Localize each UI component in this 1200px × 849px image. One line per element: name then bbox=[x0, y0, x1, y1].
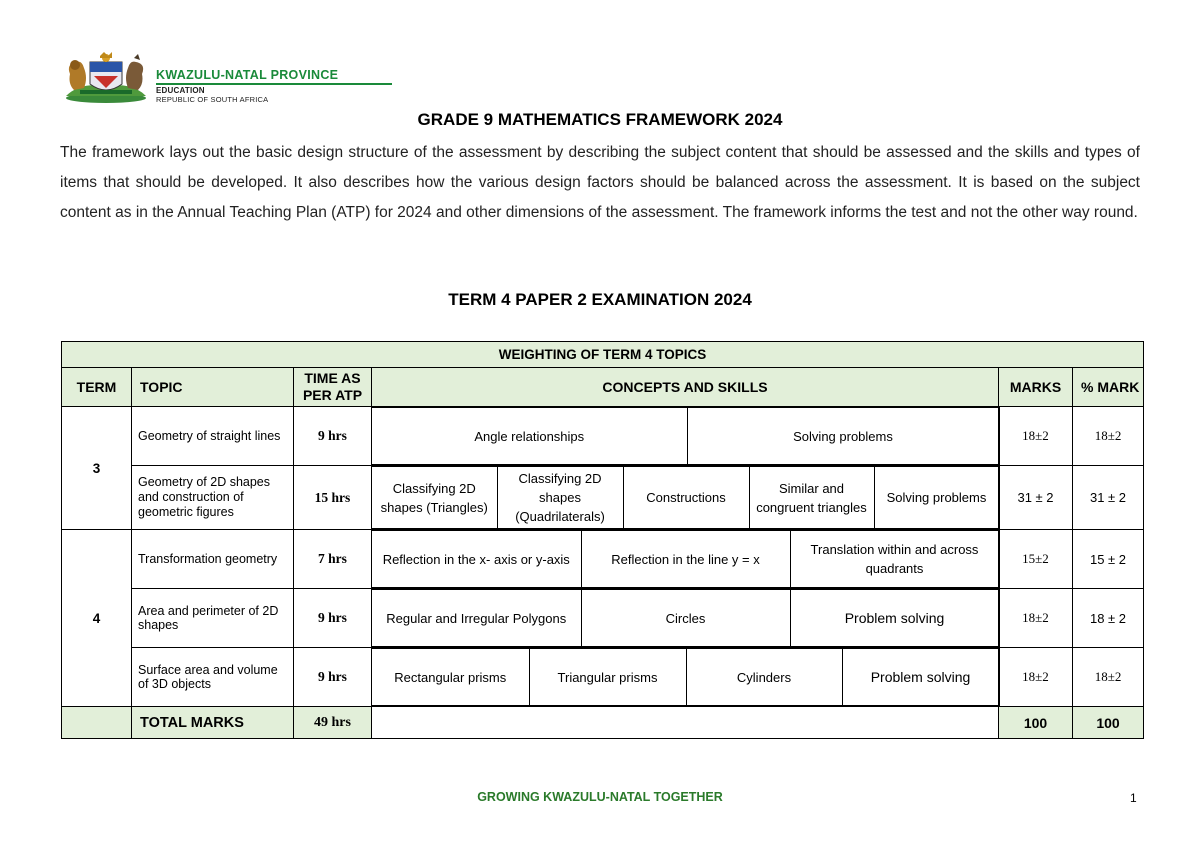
concept-cell: Cylinders bbox=[686, 649, 842, 706]
concept-cell: Problem solving bbox=[842, 649, 999, 706]
total-concepts-cell bbox=[372, 707, 999, 739]
document-title: GRADE 9 MATHEMATICS FRAMEWORK 2024 bbox=[417, 110, 783, 129]
total-percent: 100 bbox=[1073, 707, 1144, 739]
term-cell: 3 bbox=[62, 407, 132, 530]
topic-cell: Transformation geometry bbox=[132, 530, 294, 589]
term-cell: 4 bbox=[62, 530, 132, 707]
concept-cell: Constructions bbox=[623, 467, 749, 529]
concept-cell: Solving problems bbox=[687, 408, 999, 465]
table-caption: WEIGHTING OF TERM 4 TOPICS bbox=[62, 342, 1144, 368]
marks-cell: 15±2 bbox=[999, 530, 1073, 589]
logo-divider bbox=[156, 83, 392, 85]
time-cell: 9 hrs bbox=[294, 407, 372, 466]
weighting-table bbox=[61, 341, 1144, 739]
time-cell: 9 hrs bbox=[294, 648, 372, 707]
marks-cell: 18±2 bbox=[999, 407, 1073, 466]
intro-paragraph: The framework lays out the basic design structure of the assessment by describing the subject content that should be assessed and the skills and types of items that should be developed. It also describes how the various design factors should be balanced across the assessment. It is based on the subject content as in the Annual Teaching Plan (ATP) for 2024 and other dimensions of the assessment. The framework informs the test and not the other way round. bbox=[60, 144, 1140, 221]
concept-cell: Classifying 2D shapes (Quadrilaterals) bbox=[497, 467, 623, 529]
header-time: TIME AS PER ATP bbox=[294, 368, 372, 407]
total-label: TOTAL MARKS bbox=[132, 707, 294, 739]
topic-cell: Surface area and volume of 3D objects bbox=[132, 648, 294, 707]
concept-cell: Triangular prisms bbox=[529, 649, 686, 706]
concept-cell: Classifying 2D shapes (Triangles) bbox=[372, 467, 497, 529]
coat-of-arms-icon bbox=[60, 52, 152, 104]
percent-cell: 15 ± 2 bbox=[1073, 530, 1144, 589]
percent-cell: 18 ± 2 bbox=[1073, 589, 1144, 648]
header-percent: % MARK bbox=[1073, 368, 1144, 407]
concept-cell: Similar and congruent triangles bbox=[749, 467, 874, 529]
footer-slogan: GROWING KWAZULU-NATAL TOGETHER bbox=[477, 790, 723, 804]
table-row bbox=[62, 407, 1144, 466]
table-row bbox=[62, 530, 1144, 589]
concept-cell: Translation within and across quadrants bbox=[790, 531, 999, 588]
time-cell: 9 hrs bbox=[294, 589, 372, 648]
total-row bbox=[62, 707, 1144, 739]
marks-cell: 31 ± 2 bbox=[999, 466, 1073, 530]
logo-province: KWAZULU-NATAL PROVINCE bbox=[156, 68, 339, 82]
time-cell: 7 hrs bbox=[294, 530, 372, 589]
document-subtitle: TERM 4 PAPER 2 EXAMINATION 2024 bbox=[448, 290, 752, 309]
table-row bbox=[62, 466, 1144, 530]
percent-cell: 18±2 bbox=[1073, 648, 1144, 707]
topic-cell: Area and perimeter of 2D shapes bbox=[132, 589, 294, 648]
concept-cell: Reflection in the line y = x bbox=[581, 531, 790, 588]
concept-cell: Reflection in the x- axis or y-axis bbox=[372, 531, 581, 588]
percent-cell: 18±2 bbox=[1073, 407, 1144, 466]
table-row bbox=[62, 648, 1144, 707]
logo-country: REPUBLIC OF SOUTH AFRICA bbox=[156, 95, 269, 104]
total-time: 49 hrs bbox=[294, 707, 372, 739]
kzn-logo bbox=[60, 52, 400, 108]
topic-cell: Geometry of straight lines bbox=[132, 407, 294, 466]
marks-cell: 18±2 bbox=[999, 589, 1073, 648]
header-term: TERM bbox=[62, 368, 132, 407]
header-topic: TOPIC bbox=[132, 368, 294, 407]
header-marks: MARKS bbox=[999, 368, 1073, 407]
concept-cell: Circles bbox=[581, 590, 790, 647]
total-marks: 100 bbox=[999, 707, 1073, 739]
topic-cell: Geometry of 2D shapes and construction of geometric figures bbox=[132, 466, 294, 530]
time-cell: 15 hrs bbox=[294, 466, 372, 530]
concept-cell: Solving problems bbox=[874, 467, 999, 529]
concept-cell: Angle relationships bbox=[372, 408, 687, 465]
total-term-cell bbox=[62, 707, 132, 739]
concept-cell: Regular and Irregular Polygons bbox=[372, 590, 581, 647]
logo-department: EDUCATION bbox=[156, 86, 205, 95]
concept-cell: Problem solving bbox=[790, 590, 999, 647]
concept-cell: Rectangular prisms bbox=[372, 649, 529, 706]
page-number: 1 bbox=[1130, 791, 1137, 805]
table-row bbox=[62, 589, 1144, 648]
percent-cell: 31 ± 2 bbox=[1073, 466, 1144, 530]
marks-cell: 18±2 bbox=[999, 648, 1073, 707]
header-concepts: CONCEPTS AND SKILLS bbox=[372, 368, 999, 407]
